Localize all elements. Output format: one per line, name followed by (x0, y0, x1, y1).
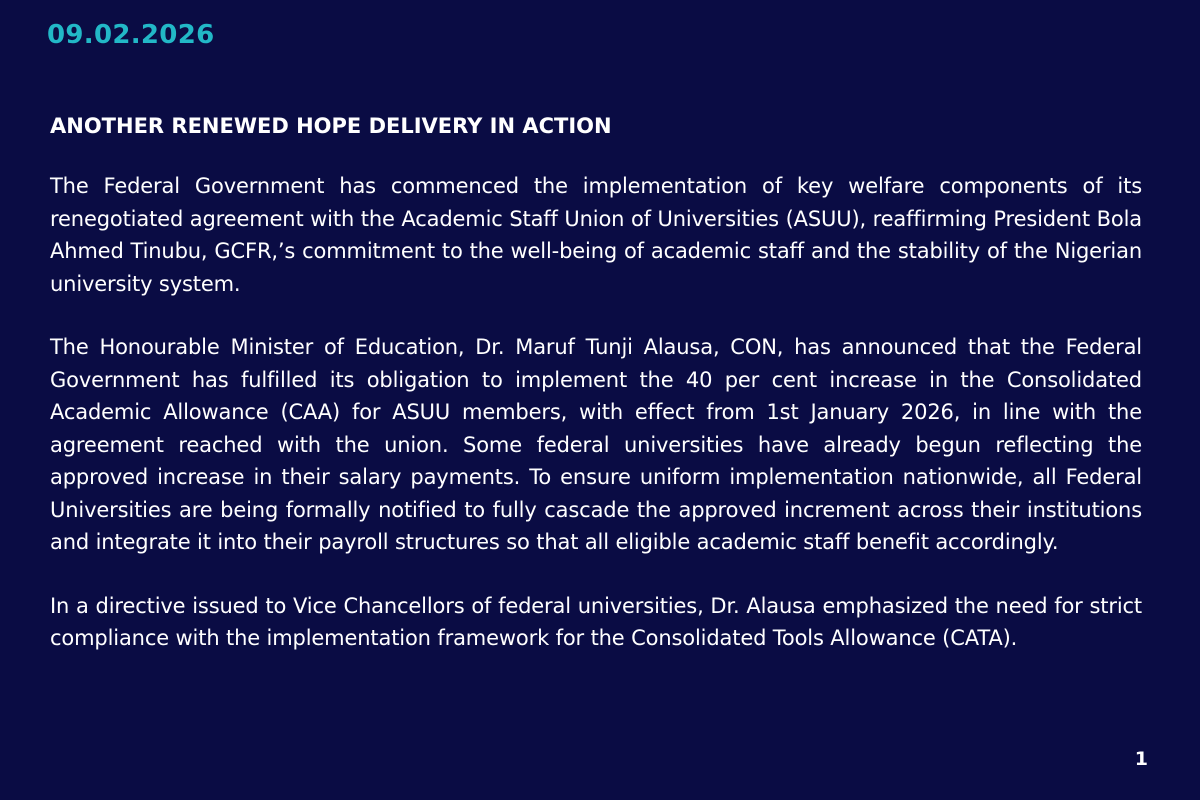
article-body (50, 110, 1142, 686)
page-number: 1 (1134, 748, 1148, 770)
paragraph-1: The Federal Government has commenced the implementation of key welfare components of its renegotiated agreement with the Academic Staff Union of Universities (ASUU), reaffirming President Bola Ahmed Tinubu, GCFR,’s commitment to the well-being of academic staff and the stability of the Nigerian university system. (50, 174, 1142, 296)
date-label: 09.02.2026 (47, 20, 215, 50)
paragraph-2: The Honourable Minister of Education, Dr. Maruf Tunji Alausa, CON, has announced that the Federal Government has fulfilled its obligation to implement the 40 per cent increase in the Consolidated Academic Allowance (CAA) for ASUU members, with effect from 1st January 2026, in line with the agreement reached with the union. Some federal universities have already begun reflecting the approved increase in their salary payments. To ensure uniform implementation nationwide, all Federal Universities are being formally notified to fully cascade the approved increment across their institutions and integrate it into their payroll structures so that all eligible academic staff benefit accordingly. (50, 335, 1142, 554)
article-heading: ANOTHER RENEWED HOPE DELIVERY IN ACTION (50, 114, 612, 138)
paragraph-3: In a directive issued to Vice Chancellors of federal universities, Dr. Alausa emphasized the need for strict compliance with the implementation framework for the Consolidated Tools Allowance (CATA). (50, 593, 1142, 650)
